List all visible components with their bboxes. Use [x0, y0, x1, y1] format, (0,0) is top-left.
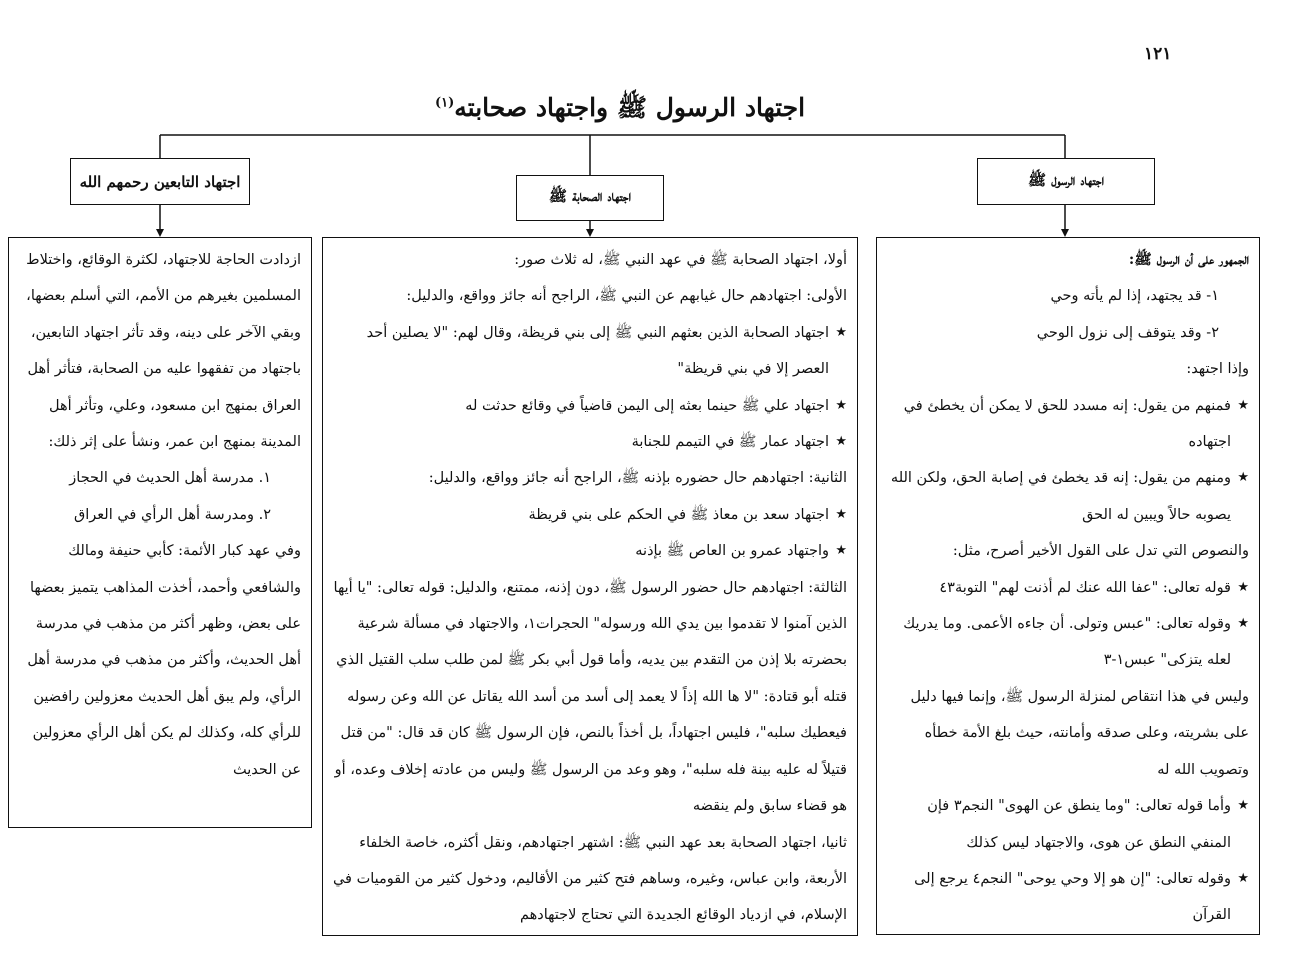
prophet-texts-intro: والنصوص التي تدل على القول الأخير أصرح، مثل:: [952, 543, 1249, 560]
header-prophet-ijtihad: اجتهاد الرسول ﷺ: [977, 158, 1155, 205]
companions-second-case: الثانية: اجتهادهم حال حضوره بإذنه ﷺ، الراجح أنه جائز وواقع، والدليل:: [428, 470, 847, 487]
list-item: ★ قوله تعالى: "عفا الله عنك لم أذنت لهم" التوبة٤٣: [885, 570, 1249, 606]
prophet-quotes-list: [885, 570, 1249, 679]
header-companions-ijtihad: اجتهاد الصحابة ﷺ: [516, 175, 664, 221]
list-item: ★ اجتهاد علي ﷺ حينما بعثه إلى اليمن قاضياً في وقائع حدثت له: [331, 388, 847, 424]
list-item: ★ ومنهم من يقول: إنه قد يخطئ في إصابة الحق، ولكن الله يصوبه حالاً ويبين له الحق: [885, 460, 1249, 533]
followers-school-1: ١. مدرسة أهل الحديث في الحجاز: [69, 470, 271, 487]
prophet-point-1: ١- قد يجتهد، إذا لم يأته وحي: [1050, 288, 1219, 305]
prophet-paragraph: وليس في هذا انتقاص لمنزلة الرسول ﷺ، وإنما فيها دليل على بشريته، وعلى صدقه وأمانته، حيث بلغ الأمة خطأه وتصويب الله له: [910, 688, 1249, 778]
list-item: ★ واجتهاد عمرو بن العاص ﷺ بإذنه: [331, 533, 847, 569]
list-item: ★ اجتهاد سعد بن معاذ ﷺ في الحكم على بني قريظة: [331, 497, 847, 533]
companions-first-case: الأولى: اجتهادهم حال غيابهم عن النبي ﷺ، الراجح أنه جائز وواقع، والدليل:: [406, 288, 847, 305]
column-companions-ijtihad: [322, 237, 858, 936]
followers-school-2: ٢. ومدرسة أهل الرأي في العراق: [74, 506, 271, 523]
companions-first-case-list: [331, 315, 847, 461]
title-footnote-marker: (١): [434, 95, 455, 111]
companions-second-case-list: [331, 497, 847, 570]
prophet-closing-list: [885, 788, 1249, 934]
page-number: ١٢١: [1144, 44, 1172, 64]
title-text: اجتهاد الرسول ﷺ واجتهاد صحابته: [454, 93, 806, 122]
column-followers-ijtihad: [8, 237, 312, 828]
list-item: ★ وأما قوله تعالى: "وما ينطق عن الهوى" النجم٣ فإن المنفي النطق عن هوى، والاجتهاد ليس كذلك: [885, 788, 1249, 861]
list-item: ★ وقوله تعالى: "إن هو إلا وحي يوحى" النجم٤ يرجع إلى القرآن: [885, 861, 1249, 934]
companions-second: ثانيا، اجتهاد الصحابة بعد عهد النبي ﷺ: اشتهر اجتهادهم، ونقل أكثره، خاصة الخلفاء الأربعة، وابن عباس، وغيره، وساهم فتح كثير من الأقاليم، ودخول كثير من القوميات في الإسلام، في ازدياد الوقائع الجديدة التي تحتاج لاجتهادهم: [332, 834, 847, 924]
companions-third-case: الثالثة: اجتهادهم حال حضور الرسول ﷺ، دون إذنه، ممتنع، والدليل: قوله تعالى: "يا أيها الذين آمنوا لا تقدموا بين يدي الله ورسوله" الحجرات١، والاجتهاد في مسألة شرعية بحضرته بلا إذن من التقدم بين يديه، وأما قول أبي بكر ﷺ لمن طلب سلب القتيل الذي قتله أبو قتادة: "لا ها الله إذاً لا يعمد إلى أسد من أسد الله يقاتل عن الله وعن رسوله فيعطيك سلبه"، فليس اجتهاداً، بل أخذاً بالنص، فإن الرسول ﷺ كان قد قال: "من قتل قتيلاً له عليه بينة فله سلبه"، وهو وعد من الرسول ﷺ وليس من عادته إخلاف وعده، أو هو قضاء سابق ولم ينقضه: [333, 579, 847, 815]
followers-paragraph-2: وفي عهد كبار الأئمة: كأبي حنيفة ومالك والشافعي وأحمد، أخذت المذاهب يتميز بعضها على بعض، وظهر أكثر من مذهب في مدرسة أهل الحديث، وأكثر من مذهب في مدرسة أهل الرأي، ولم يبق أهل الحديث معزولين رافضين للرأي كله، وكذلك لم يكن أهل الرأي معزولين عن الحديث: [27, 543, 301, 778]
list-item: ★ اجتهاد الصحابة الذين بعثهم النبي ﷺ إلى بني قريظة، وقال لهم: "لا يصلين أحد العصر إلا في بني قريظة": [331, 315, 847, 388]
prophet-if-ijtihad: وإذا اجتهد:: [1186, 361, 1249, 378]
followers-paragraph-1: ازدادت الحاجة للاجتهاد، لكثرة الوقائع، واختلاط المسلمين بغيرهم من الأمم، التي أسلم بعضها، وبقي الآخر على دينه، وقد تأثر اجتهاد التابعين، باجتهاد من تفقهوا عليه من الصحابة، فتأثر أهل العراق بمنهج ابن مسعود، وعلي، وتأثر أهل المدينة بمنهج ابن عمر، ونشأ على إثر ذلك:: [26, 252, 301, 451]
list-item: ★ فمنهم من يقول: إنه مسدد للحق لا يمكن أن يخطئ في اجتهاده: [885, 388, 1249, 461]
header-followers-ijtihad: اجتهاد التابعين رحمهم الله: [70, 158, 250, 205]
list-item: ★ اجتهاد عمار ﷺ في التيمم للجنابة: [331, 424, 847, 460]
prophet-opinions-list: [885, 388, 1249, 534]
prophet-point-2: ٢- وقد يتوقف إلى نزول الوحي: [1036, 324, 1219, 341]
list-item: ★ وقوله تعالى: "عبس وتولى. أن جاءه الأعمى. وما يدريك لعله يتزكى" عبس١-٣: [885, 606, 1249, 679]
prophet-intro: الجمهور على أن الرسول ﷺ:: [1128, 251, 1249, 268]
column-prophet-ijtihad: [876, 237, 1260, 935]
companions-first: أولا، اجتهاد الصحابة ﷺ في عهد النبي ﷺ، له ثلاث صور:: [514, 252, 847, 268]
